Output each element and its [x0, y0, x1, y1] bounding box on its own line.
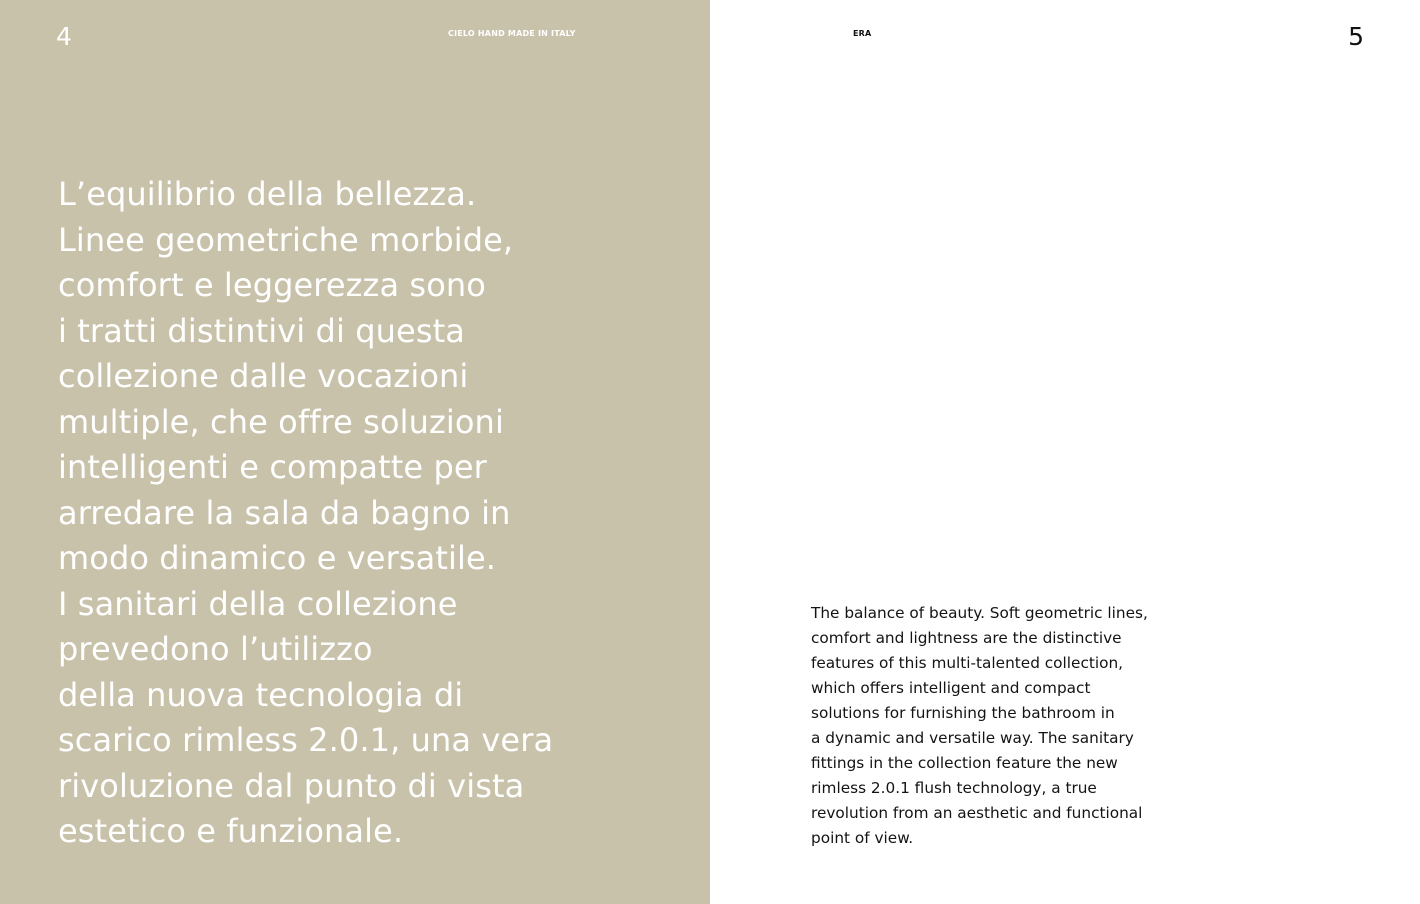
running-head-left: CIELO HAND MADE IN ITALY: [448, 29, 576, 38]
intro-italian-line: prevedono l’utilizzo: [58, 630, 373, 668]
running-head-right: ERA: [853, 29, 872, 38]
intro-english-line: rimless 2.0.1 flush technology, a true: [811, 779, 1097, 797]
intro-italian-line: arredare la sala da bagno in: [58, 493, 511, 532]
intro-italian-line: della nuova tecnologia di: [58, 675, 464, 714]
intro-italian-line: modo dinamico e versatile.: [58, 539, 497, 577]
intro-english-line: features of this multi-talented collection,: [811, 654, 1124, 672]
intro-italian-line: rivoluzione dal punto di vista: [58, 766, 525, 805]
intro-english-line: point of view.: [811, 829, 914, 847]
page-number-right: 5: [1348, 22, 1364, 51]
intro-italian-line: i tratti distintivi di questa: [58, 311, 465, 350]
intro-italian-line: comfort e leggerezza sono: [58, 266, 486, 304]
intro-italian-line: I sanitari della collezione: [58, 584, 458, 623]
intro-italian-line: collezione dalle vocazioni: [58, 357, 469, 395]
page-number-left: 4: [56, 22, 72, 51]
intro-text-italian: [58, 172, 658, 855]
intro-english-line: fittings in the collection feature the new: [811, 754, 1118, 772]
intro-text-english: [811, 601, 1191, 851]
intro-italian-line: multiple, che offre soluzioni: [58, 402, 504, 441]
intro-italian-line: L’equilibrio della bellezza.: [58, 175, 477, 213]
intro-english-line: revolution from an aesthetic and functional: [811, 804, 1143, 822]
intro-italian-line: scarico rimless 2.0.1, una vera: [58, 721, 554, 759]
intro-italian-line: Linee geometriche morbide,: [58, 220, 514, 259]
right-page: [710, 0, 1420, 904]
intro-italian-line: estetico e funzionale.: [58, 812, 404, 850]
intro-italian-line: intelligenti e compatte per: [58, 448, 487, 486]
intro-english-line: comfort and lightness are the distinctive: [811, 629, 1122, 647]
intro-english-line: solutions for furnishing the bathroom in: [811, 704, 1115, 722]
intro-english-line: which offers intelligent and compact: [811, 679, 1091, 697]
intro-english-line: a dynamic and versatile way. The sanitary: [811, 729, 1134, 747]
intro-english-line: The balance of beauty. Soft geometric lines,: [811, 604, 1148, 622]
